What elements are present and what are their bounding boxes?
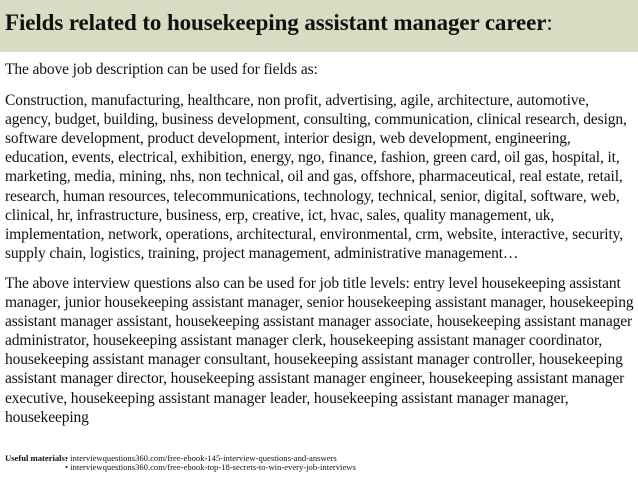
slide-title-text: Fields related to housekeeping assistant manager career [5,10,547,35]
title-bar [0,0,638,52]
footer-link-ebook-top-18[interactable]: • interviewquestions360.com/free-ebook-top-18-secrets-to-win-every-job-interviews [65,462,356,473]
slide-body [5,60,635,438]
fields-paragraph: Construction, manufacturing, healthcare, non profit, advertising, agile, architecture, automotive, agency, budget, building, business development, consulting, communication, clinical research, design, software development, product development, interior design, web development, engineering, education, events, electrical, exhibition, energy, ngo, finance, fashion, green card, oil gas, hospital, it, marketing, media, mining, nhs, non technical, oil and gas, offshore, pharmaceutical, real estate, retail, research, human resources, telecommunications, technology, technical, senior, digital, software, web, clinical, hr, infrastructure, business, erp, creative, ict, hvac, sales, quality management, uk, implementation, network, operations, architectural, environmental, crm, website, interactive, security, supply chain, logistics, training, project management, administrative management… [5,92,627,262]
footer-label: Useful materials: [5,453,68,463]
intro-text: The above job description can be used for fields as: [5,61,318,78]
slide-title-colon: : [546,10,553,35]
slide-title [5,10,638,36]
useful-materials-footer [0,453,638,479]
footer-row-2 [5,463,638,472]
footer-link-ebook-145[interactable]: • interviewquestions360.com/free-ebook-145-interview-questions-and-answers [65,453,337,463]
job-levels-paragraph: The above interview questions also can be used for job title levels: entry level housekeeping assistant manager, junior housekeeping assistant manager, senior housekeeping assistant manager, housekeeping assistant manager assistant, housekeeping assistant manager associate, housekeeping assistant manager administrator, housekeeping assistant manager clerk, housekeeping assistant manager coordinator, housekeeping assistant manager consultant, housekeeping assistant manager controller, housekeeping assistant manager director, housekeeping assistant manager engineer, housekeeping assistant manager executive, housekeeping assistant manager leader, housekeeping assistant manager manager, housekeeping [5,274,634,426]
